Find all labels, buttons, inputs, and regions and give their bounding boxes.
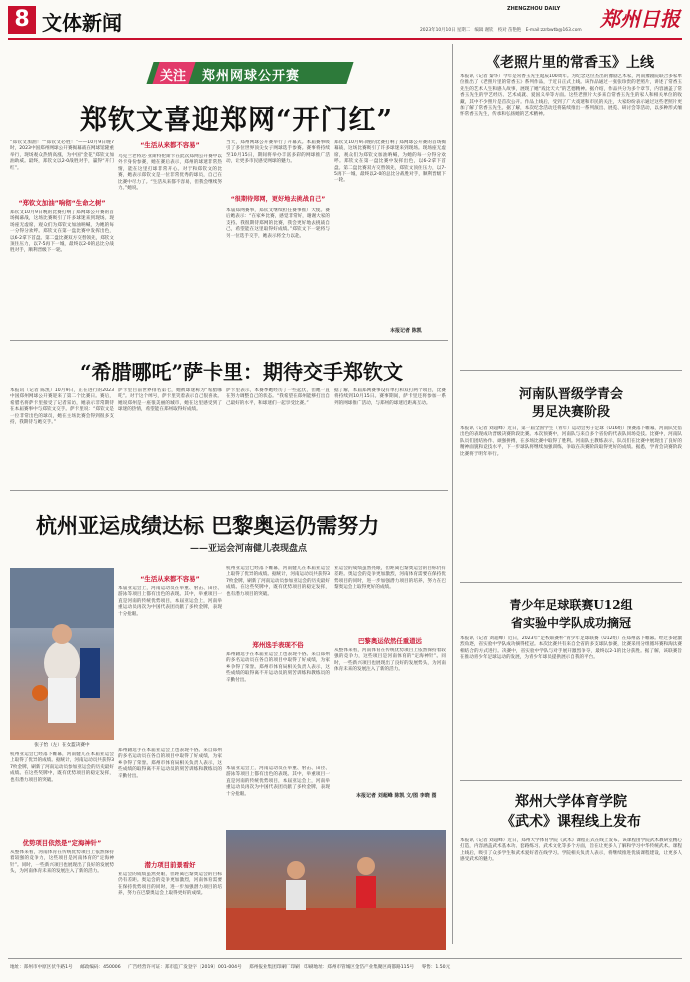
footer (10, 964, 682, 970)
a1-sub2: “生活从来都不容易” (140, 141, 200, 149)
a3-sub4: 优势项目依然是“定海神针” (22, 839, 102, 847)
a1-col1: “郑钦文加油！”“郑钦文必胜！”——10月9日晚7时，2023中国郑州网球公开赛揭幕战在网球馆隆重举行，现场观众热情高涨，为中国“金花”郑钦文加油助威。最终，郑钦文以2-0战胜对手，赢得“开门红”。 (10, 140, 114, 171)
a3-sub1: “生活从来都不容易” (140, 575, 200, 583)
a1-col2: 乌克兰老将达·亚斯特伦斯卡在此次郑网公开赛中以外卡身份参赛，她在赛后表示，郑州的球迷非常热情，能在这里打球非常开心。对于和郑钦文的比赛，她表示郑钦文是一位非常优秀的球员，自己在比赛中尽力了。“生活从来都不容易，但我会继续努力。”她说。 (118, 154, 222, 192)
r3-body: 本报讯（记者 刘超峰）近日，2023年“足校联赛杯”青少年足球联赛（U12组）在郑州落下帷幕。经过多轮激烈角逐，省实验中学队成功摘得桂冠。本次比赛共有来自全省的多支球队参赛，比赛采用分组循环赛和淘汰赛相结合的方式进行。决赛中，省实验中学队与对手展开激烈争夺，最终以2-1的比分获胜。据了解，该联赛旨在推动青少年足球运动的发展，为青少年球员提供展示自我的平台。 (460, 636, 682, 661)
footer-license: 广告经营许可证：郑市监广发登字〔2019〕001-004号 (128, 965, 242, 970)
photo-caption: 张子怡（左）在女篮决赛中 (34, 743, 90, 748)
a3-col4b: 从整体来看，河南体育在传统优势项目上依然保持着较强的竞争力，这些项目是河南体育的“定海神针”。同时，一些新兴项目也展现出了良好的发展势头，为河南体育未来的发展注入了新的活力。 (334, 648, 446, 673)
a3-sub3: 巴黎奥运依然任重道远 (358, 637, 422, 645)
a1-col3: 当天，郑州网球公开赛举行了开幕式。本届赛事吸引了多位世界顶尖女子网球选手参赛。赛事将持续至10月15日，期间将举办丰富多彩的网球推广活动，让更多市民感受网球的魅力。 (226, 140, 330, 165)
footer-price: 零售：1.50元 (421, 965, 451, 970)
a2-col2: 萨卡里目前世界排名第七，她被球迷称为“希腊哪吒”。对于这个绰号，萨卡里笑着表示自己很喜欢。她说郑州是一座很美丽的城市，她在这里感受到了球迷的热情，希望能在郑州取得好成绩。 (118, 388, 222, 413)
divider-r2 (460, 582, 682, 583)
a1-col1b: 郑钦文10月9日晚的比赛打响了郑网球公开赛的首场揭幕战，这场比赛吸引了许多球迷来到现场。现场座无虚席，观众们为郑钦文加油呐喊，为她的每一分得分欢呼。郑钦文在第一盘比赛中发挥出色，以6-2拿下首盘。第二盘比赛双方交替领先，郑钦文顶住压力，以7-5再下一城，最终以2-0的总比分战胜对手，顺利晋级下一轮。 (10, 210, 114, 254)
divider-r3 (460, 780, 682, 781)
masthead-rule (8, 38, 682, 40)
photo-basketball (10, 568, 114, 740)
footer-printer: 郑州报业集团印刷厂印刷 印刷地址：郑州市管城区金岱产业集聚区商都路115号 (249, 965, 415, 970)
a3-col3b: 郑州籍选手在本届亚运会上也表现不俗。来自郑州的多名运动员在各自的项目中取得了好成绩，为家乡争得了荣誉。郑州市体育局相关负责人表示，这些成绩的取得离不开运动员的刻苦训练和教练员的辛勤付出。 (226, 652, 330, 683)
section-title: 文体新闻 (42, 11, 122, 35)
a3-sub5: 潜力项目前景看好 (144, 861, 196, 869)
page-number: 8 (8, 6, 36, 34)
banner-tag-text: 关注 (160, 69, 187, 84)
a3-subhead: ——亚运会河南健儿表现盘点 (190, 544, 308, 554)
divider-1 (10, 340, 448, 341)
a3-reporter: 本报记者 刘超峰 陈凯 文/图 李晓 图 (356, 793, 437, 799)
a1-reporter: 本报记者 陈凯 (390, 328, 422, 334)
athletes-scene-icon (226, 830, 446, 950)
date-line: 2023年10月10日 星期二 编辑 谢钦 校对 苗艳艳 E-mail:zzrbwtb@163.com (420, 28, 582, 33)
photo-sprint (226, 830, 446, 950)
a3-col-left: 杭州亚运会已经落下帷幕，河南健儿在本届亚运会上取得了优异的成绩。据统计，河南运动员共获得37枚金牌，刷新了河南运动员参加亚运会的历史最好成绩。在这些奖牌中，既有优势项目的稳定发挥，也有潜力项目的突破。 (10, 752, 114, 783)
divider-r1 (460, 370, 682, 371)
a3-sub2: 郑州选手表现不俗 (252, 641, 304, 649)
a1-col4: 郑钦文10月9日晚的比赛打响了郑网球公开赛的首场揭幕战，这场比赛吸引了许多球迷来到现场。现场座无虚席，观众们为郑钦文加油呐喊，为她的每一分得分欢呼。郑钦文在第一盘比赛中发挥出色，以6-2拿下首盘。第二盘比赛双方交替领先，郑钦文顶住压力，以7-5再下一城，最终以2-0的总比分战胜对手，顺利晋级下一轮。 (334, 140, 446, 184)
a1-sub1: “郑钦文加油”响彻“生命之树” (18, 199, 106, 207)
a3-col2: 本届亚运会上，河南运动员在举重、射击、田径、游泳等项目上都有出色的表现。其中，举重项目一直是河南的传统优势项目，本届亚运会上，河南举重运动员再次为中国代表团贡献了多枚金牌，表现十分抢眼。 (118, 586, 222, 617)
headline-1: 郑钦文喜迎郑网“开门红” (80, 105, 394, 136)
a3-col4: 亚运会的成绩虽然亮眼，但距离巴黎奥运会的目标仍有差距。奥运会的竞争更加激烈，河南体育需要在保持优势项目的同时，进一步加强潜力项目的培养，努力在巴黎奥运会上取得更好的成绩。 (334, 566, 446, 591)
r2-headline: 河南队晋级学青会 男足决赛阶段 (518, 387, 623, 420)
r1-headline: 《老照片里的常香玉》上线 (486, 55, 654, 71)
footer-postcode: 邮政编码：450006 (80, 965, 121, 970)
a3-col2b: 郑州籍选手在本届亚运会上也表现不俗。来自郑州的多名运动员在各自的项目中取得了好成绩，为家乡争得了荣誉。郑州市体育局相关负责人表示，这些成绩的取得离不开运动员的刻苦训练和教练员的辛勤付出。 (118, 748, 222, 779)
footer-rule (8, 958, 682, 959)
r3-headline: 青少年足球联赛U12组 省实验中学队成功摘冠 (509, 598, 633, 630)
a3-col2c: 亚运会的成绩虽然亮眼，但距离巴黎奥运会的目标仍有差距。奥运会的竞争更加激烈，河南体育需要在保持优势项目的同时，进一步加强潜力项目的培养，努力在巴黎奥运会上取得更好的成绩。 (118, 872, 222, 897)
headline-3: 杭州亚运成绩达标 巴黎奥运仍需努力 (36, 513, 380, 538)
a2-col1: 本报讯（记者 陈凯）10月9日，正在进行的2023中国郑州网球公开赛迎来了第二个比赛日。赛后，希腊名将萨卡里接受了记者采访，她表示非常期待在本届赛事中与郑钦文交手。萨卡里说：“郑钦文是一位非常出色的球员，她在主场比赛会得到很多支持，我期待与她交手。” (10, 388, 114, 426)
r1-body: 本报讯（记者 秦华）今年是常香玉先生诞辰100周年。为纪念这位杰出的豫剧艺术家，河南豫剧院联合多家单位推出了《老照片里的常香玉》系列作品，于近日正式上线。该作品通过一张张珍贵的老照片，讲述了常香玉先生的艺术人生和感人故事，展现了她“戏比天大”的艺德精神。据介绍，作品共分为多个章节，内容涵盖了常香玉先生的学艺经历、艺术成就、爱国义举等方面。这些老照片大多来自常香玉先生的家人和相关单位的收藏，其中不少照片是首次公开。作品上线后，受到了广大戏迷和市民的关注，大家纷纷表示通过这些老照片更加了解了常香玉先生。据了解，本次纪念活动还将陆续推出一系列演出、展览、研讨会等活动，以多种形式缅怀常香玉先生，传承和弘扬她的艺术精神。 (460, 74, 682, 118)
paper-logo: 郑州日报 (600, 7, 680, 31)
a3-col-left2: 从整体来看，河南体育在传统优势项目上依然保持着较强的竞争力，这些项目是河南体育的“定海神针”。同时，一些新兴项目也展现出了良好的发展势头，为河南体育未来的发展注入了新的活力。 (10, 850, 114, 875)
r4-headline: 郑州大学体育学院 《武术》课程线上发布 (501, 794, 641, 830)
a1-sub3: “很期待郑网，更好地去挑战自己” (230, 196, 326, 203)
a1-col3b: 本届郑网赛事，郑钦文继续担任赛事推广大使。赛后她表示：“在家乡比赛，感觉非常好，谢谢大家的支持。我很期待郑网的比赛，我会更好地去挑战自己，希望能在这里取得好成绩。”郑钦文下一轮将与另一位选手交手，她表示将全力以赴。 (226, 208, 330, 239)
banner-title: 郑州网球公开赛 (202, 69, 301, 84)
footer-address: 地址：郑州市中原区伏牛路1号 (10, 965, 73, 970)
a2-col4: 据了解，本届郑网赛事设有单打和双打两个项目，比赛将持续到10月15日。赛事期间，萨卡里还将参加一系列的网球推广活动，与郑州的球迷近距离互动。 (334, 388, 446, 406)
headline-2: “希腊哪吒”萨卡里：期待交手郑钦文 (80, 360, 404, 384)
a2-col3: 萨卡里表示，本赛季她经历了一些起伏，但她一直在努力调整自己的状态。“我希望在郑州能够打出自己最好的水平，和球迷们一起享受比赛。” (226, 388, 330, 406)
r4-body: 本报讯（记者 刘超峰）近日，郑州大学体育学院《武术》课程正式在线上发布。该课程由学院武术教研室精心打造，内容涵盖武术基本功、套路练习、武术文化等多个方面，旨在让更多人了解和学习中华传统武术。课程上线后，吸引了众多学生和武术爱好者在线学习。学院相关负责人表示，将继续推进优质课程建设，让更多人感受武术的魅力。 (460, 838, 682, 863)
basketball-scene-icon (10, 568, 114, 740)
r2-body: 本报讯（记者 刘超峰）近日，第一届全国学生（青年）运动会男子足球（U16组）预赛落下帷幕，河南队凭借出色的表现成功晋级决赛阶段比赛。本次预赛中，河南队与来自多个省份的代表队同场竞技。比赛中，河南队队员们团结协作、顽强拼搏，在多场比赛中取得了胜利。河南队主教练表示，队员们在比赛中展现出了良好的精神面貌和竞技水平，下一步球队将继续加强训练，争取在决赛阶段取得更好的成绩。据悉，学青会决赛阶段比赛将于明年举行。 (460, 426, 682, 457)
paper-name-en: ZHENGZHOU DAILY (507, 6, 561, 12)
a3-col3: 杭州亚运会已经落下帷幕，河南健儿在本届亚运会上取得了优异的成绩。据统计，河南运动员共获得37枚金牌，刷新了河南运动员参加亚运会的历史最好成绩。在这些奖牌中，既有优势项目的稳定发挥，也有潜力项目的突破。 (226, 566, 330, 597)
divider-2 (10, 490, 448, 491)
a3-col3c: 本届亚运会上，河南运动员在举重、射击、田径、游泳等项目上都有出色的表现。其中，举重项目一直是河南的传统优势项目，本届亚运会上，河南举重运动员再次为中国代表团贡献了多枚金牌，表现十分抢眼。 (226, 766, 330, 797)
column-divider (452, 44, 453, 944)
